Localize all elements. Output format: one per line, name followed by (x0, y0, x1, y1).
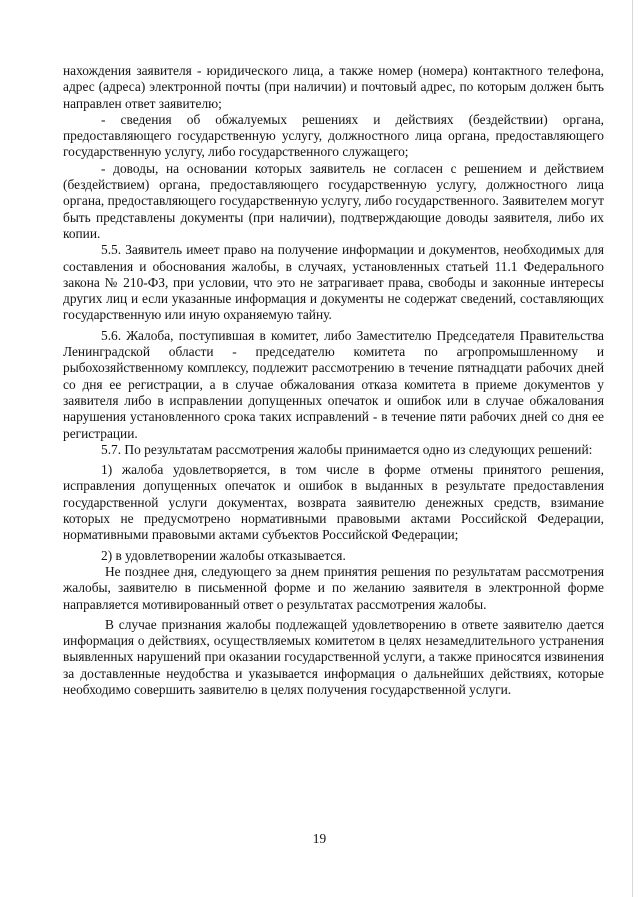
page-edge-line (632, 0, 633, 897)
paragraph-complaint-rejected: 2) в удовлетворении жалобы отказывается. (101, 547, 346, 563)
paragraph-applicant-contacts: нахождения заявителя - юридического лица, а также номер (номера) контактного телефона, адрес (адреса) электронной почты (при наличии) и почтовый адрес, по которым должен быть направлен ответ заявителю; (63, 63, 604, 111)
paragraph-appealed-decisions: - сведения об обжалуемых решениях и действиях (бездействии) органа, предоставляющего государственную услугу, должностного лица органа, предоставляющего государственную услугу, либо государственного служащего; (63, 111, 604, 160)
paragraph-reasoned-response: Не позднее дня, следующего за днем принятия решения по результатам рассмотрения жалобы, заявителю в письменной форме и по желанию заявителя в электронной форме направляется мотивированный ответ о результатах рассмотрения жалобы. (63, 563, 604, 612)
page-number: 19 (312, 831, 327, 846)
paragraph-if-satisfied: В случае признания жалобы подлежащей удовлетворению в ответе заявителю дается информация о действиях, осуществляемых комитетом в целях незамедлительного устранения выявленных нарушений при оказании государственной услуги, а также приносятся извинения за доставленные неудобства и указывается информация о дальнейших действиях, которые необходимо совершить заявителю в целях получения государственной услуги. (63, 616, 604, 697)
paragraph-arguments: - доводы, на основании которых заявитель не согласен с решением и действием (бездействием) органа, предоставляющего государственную услугу, должностного лица органа, предоставляющего государственную услугу, либо государственного. Заявителем могут быть представлены документы (при наличии), подтверждающие доводы заявителя, либо их копии. (63, 160, 604, 241)
paragraph-5-7: 5.7. По результатам рассмотрения жалобы принимается одно из следующих решений: (101, 441, 593, 457)
paragraph-5-6: 5.6. Жалоба, поступившая в комитет, либо Заместителю Председателя Правительства Ленинградской области - председателю комитета по агропромышленному и рыбохозяйственному комплексу, подлежит рассмотрению в течение пятнадцати рабочих дней со дня ее регистрации, а в случае обжалования отказа комитета в приеме документов у заявителя либо в исправлении допущенных опечаток и ошибок или в случае обжалования нарушения установленного срока таких исправлений - в течение пяти рабочих дней со дня ее регистрации. (63, 327, 604, 441)
paragraph-complaint-satisfied: 1) жалоба удовлетворяется, в том числе в форме отмены принятого решения, исправления допущенных опечаток и ошибок в выданных в результате предоставления государственной услуги документах, возврата заявителю денежных средств, взимание которых не предусмотрено нормативными правовыми актами Российской Федерации, нормативными правовыми актами субъектов Российской Федерации; (63, 462, 604, 543)
paragraph-5-5: 5.5. Заявитель имеет право на получение информации и документов, необходимых для составления и обоснования жалобы, в случаях, установленных статьей 11.1 Федерального закона № 210-ФЗ, при условии, что это не затрагивает права, свободы и законные интересы других лиц и если указанные информация и документы не содержат сведений, составляющих государственную или иную охраняемую тайну. (63, 242, 604, 323)
document-body (63, 63, 604, 698)
